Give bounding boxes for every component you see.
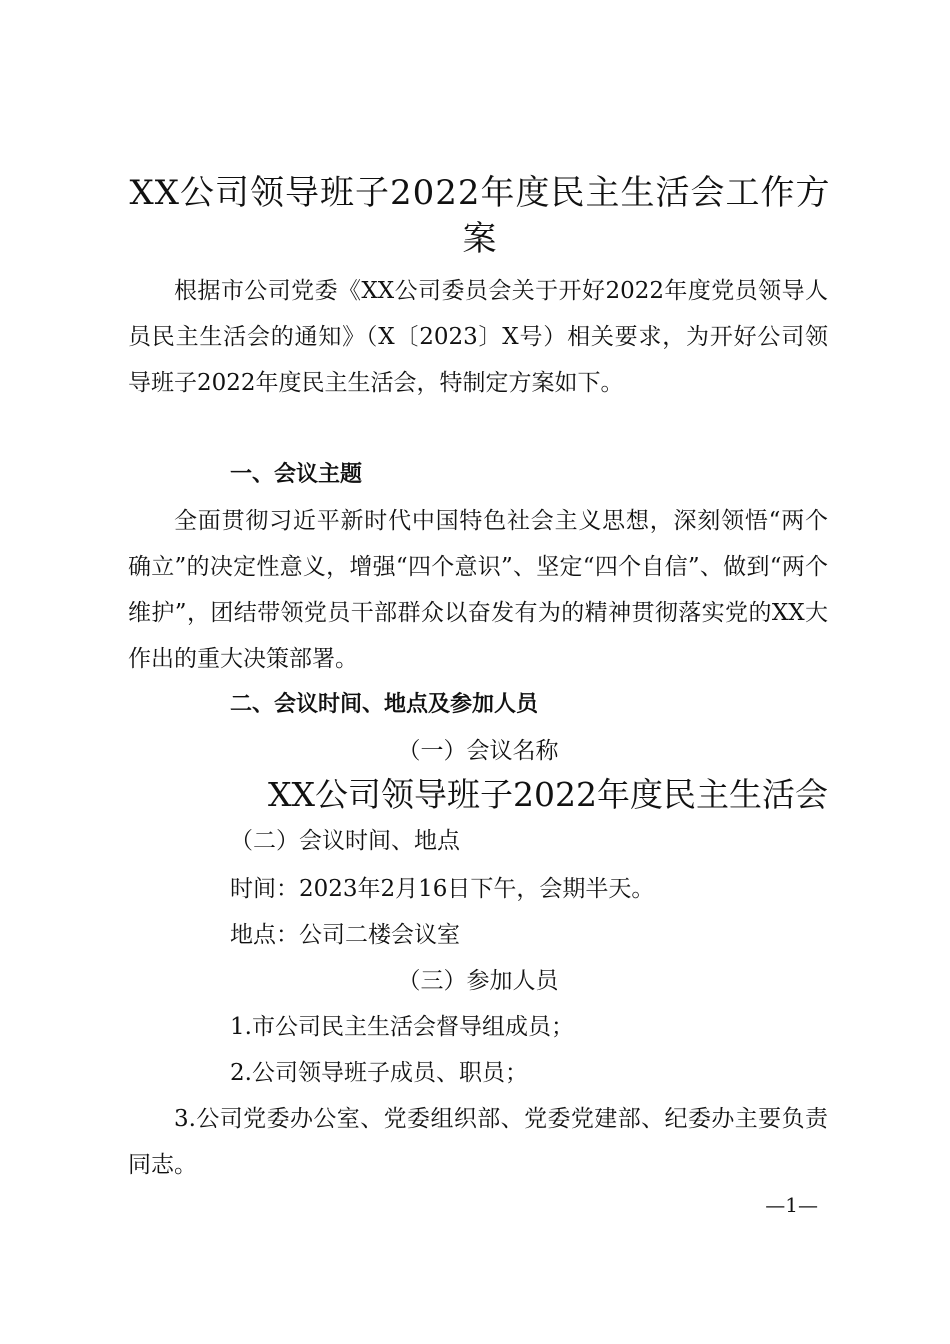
section-1-heading: 一、会议主题 [230, 462, 363, 487]
document-title-line-1: XX公司领导班子2022年度民主生活会工作方 [129, 173, 831, 213]
intro-paragraph: 根据市公司党委《XX公司委员会关于开好2022年度党员领导人员民主生活会的通知》（X〔2023〕X号）相关要求，为开好公司领导班子2022年度民主生活会，特制定方案如下。 [128, 278, 828, 396]
meeting-name: XX公司领导班子2022年度民主生活会 [268, 775, 828, 814]
document-title-line-2: 案 [462, 219, 498, 259]
participant-item-2: 2.公司领导班子成员、职员； [230, 1060, 528, 1086]
section-2-heading: 二、会议时间、地点及参加人员 [230, 692, 539, 717]
subsection-2-heading: （二）会议时间、地点 [230, 828, 460, 854]
section-1-body: 全面贯彻习近平新时代中国特色社会主义思想，深刻领悟“两个确立”的决定性意义，增强“四个意识”、坚定“四个自信”、做到“两个维护”，团结带领党员干部群众以奋发有为的精神贯彻落实党的XX大作出的重大决策部署。 [128, 508, 828, 672]
subsection-1-heading: （一）会议名称 [397, 738, 559, 764]
participant-item-3: 3.公司党委办公室、党委组织部、党委党建部、纪委办主要负责同志。 [128, 1106, 828, 1178]
meeting-time: 时间：2023年2月16日下午，会期半天。 [230, 876, 655, 902]
page-number: —1— [765, 1193, 818, 1217]
participant-item-1: 1.市公司民主生活会督导组成员； [230, 1014, 574, 1040]
subsection-3-heading: （三）参加人员 [397, 968, 559, 994]
meeting-place: 地点：公司二楼会议室 [230, 922, 460, 948]
